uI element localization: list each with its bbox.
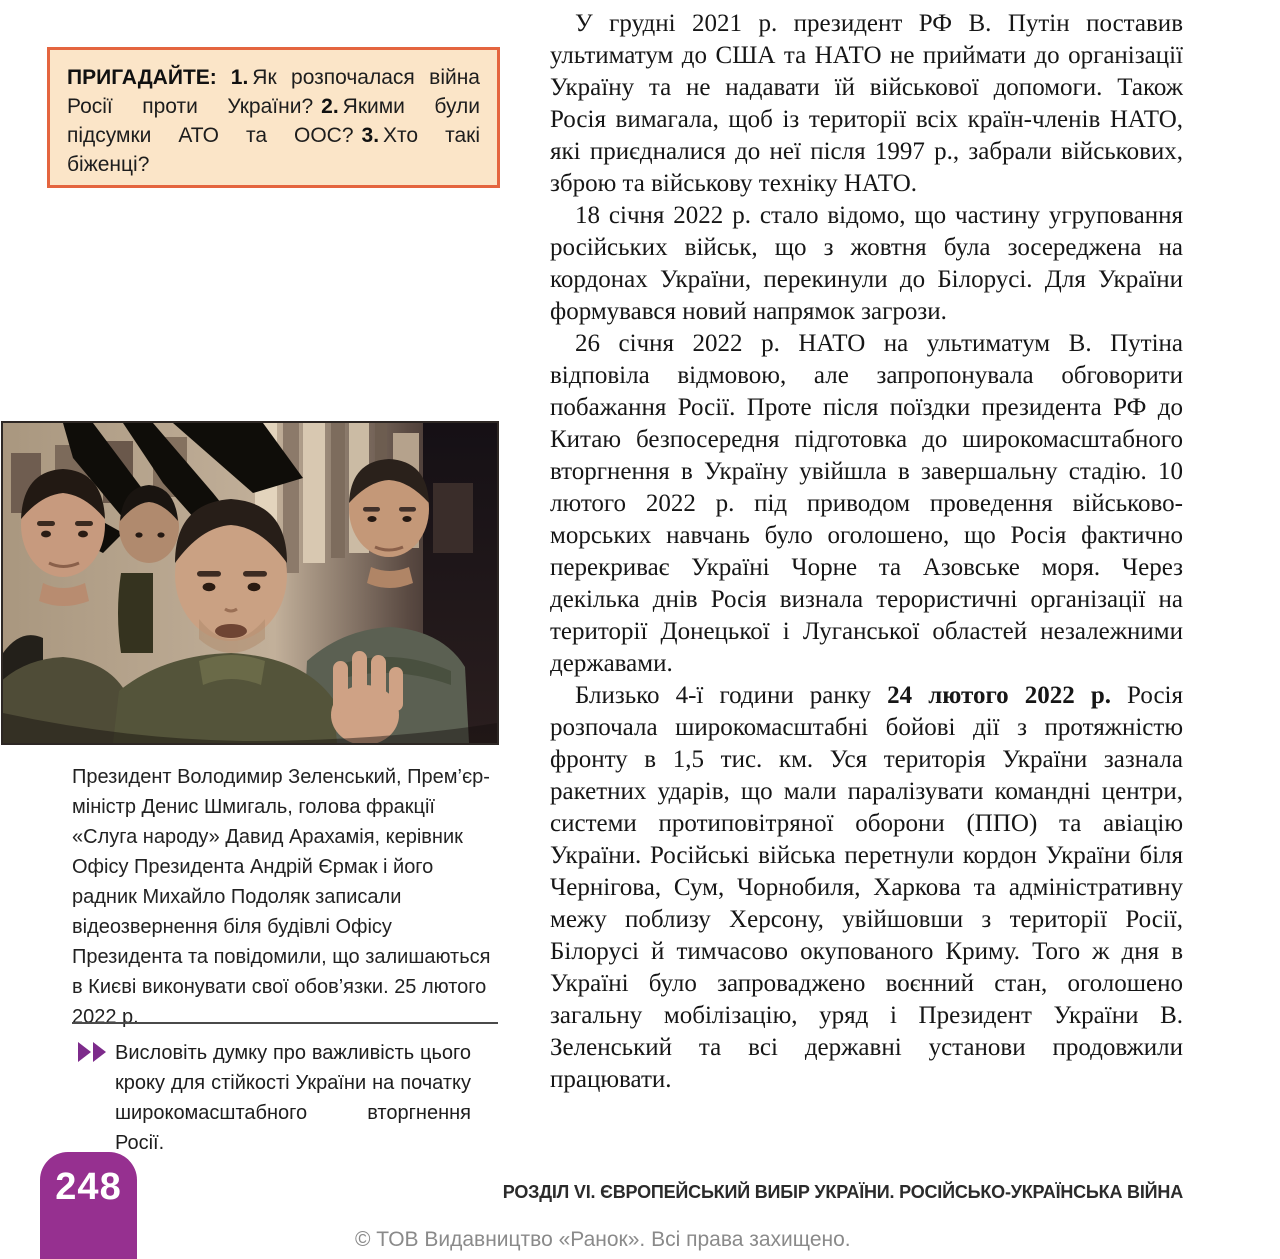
question-text-2: Якими були підсумки АТО та ООС? xyxy=(67,95,480,147)
photo-illustration xyxy=(3,423,497,743)
main-text-column xyxy=(550,8,1183,1096)
photo-caption: Президент Володимир Зеленський, Прем’єр-міністр Денис Шмигаль, голова фракції «Слуга народу» Давид Арахамія, керівник Офісу Президента Андрій Єрмак і його радник Михайло Подоляк записали відеозвернення біля будівлі Офісу Президента та повідомили, що залишаються в Києві виконувати свої обов’язки. 25 лютого 2022 р. xyxy=(72,766,491,1028)
paragraph-1: У грудні 2021 р. президент РФ В. Путін поставив ультиматум до США та НАТО не приймати до організації Україну та не надавати їй військової допомоги. Також Росія вимагала, щоб із території всіх країн-членів НАТО, які приєдналися до неї після 1997 р., забрали військових, зброю та військову техніку НАТО. xyxy=(550,10,1183,197)
question-number-3: 3. xyxy=(361,124,380,147)
recall-box xyxy=(47,47,500,188)
double-arrow-icon xyxy=(78,1042,110,1062)
copyright-notice: © ТОВ Видавництво «Ранок». Всі права захищено. xyxy=(355,1228,851,1251)
question-text-1: Як розпочалася війна Росії проти України? xyxy=(67,66,480,118)
question-number-1: 1. xyxy=(230,66,249,89)
task-block xyxy=(78,1038,478,1158)
paragraph-3: 26 січня 2022 р. НАТО на ультиматум В. Путіна відповіла відмовою, але запропонувала обговорити побажання Росії. Проте після поїздки президента РФ до Китаю безпосередня підготовка до широкомасштабного вторгнення в Україну увійшла в завершальну стадію. 10 лютого 2022 р. під приводом проведення військово-морських навчань було оголошено, що Росія фактично перекриває Україні Чорне та Азовське моря. Через декілька днів Росія визнала терористичні організації на території Донецької і Луганської областей незалежними державами. xyxy=(550,330,1183,677)
chapter-footer: РОЗДІЛ VI. ЄВРОПЕЙСЬКИЙ ВИБІР УКРАЇНИ. РОСІЙСЬКО-УКРАЇНСЬКА ВІЙНА xyxy=(502,1182,1183,1202)
recall-label: ПРИГАДАЙТЕ: xyxy=(67,66,217,89)
question-number-2: 2. xyxy=(321,95,339,118)
page-number: 248 xyxy=(55,1166,122,1208)
page-number-tab xyxy=(40,1152,137,1259)
paragraph-2: 18 січня 2022 р. стало відомо, що частину угруповання російських військ, що з жовтня була зосереджена на кордонах України, перекинули до Білорусі. Для України формувався новий напрямок загрози. xyxy=(550,202,1183,325)
question-text-3: Хто такі біженці? xyxy=(67,124,480,176)
paragraph-4-date-bold: 24 лютого 2022 р. xyxy=(887,682,1111,709)
paragraph-4 xyxy=(550,680,1183,1096)
paragraph-4-post: Росія розпочала широкомасштабні бойові дії з протяжністю фронту в 1,5 тис. км. Уся територія України зазнала ракетних ударів, що мали паралізувати командні центри, системи протиповітряної оборони (ППО) та авіацію України. Російські війська перетнули кордон України біля Чернігова, Сум, Чорнобиля, Харкова та адміністративну межу поблизу Херсону, увійшовши з території Росії, Білорусі й тимчасово окупованого Криму. Того ж дня в Україні було запроваджено воєнний стан, оголошено загальну мобілізацію, уряд і Президент України В. Зеленський та всі державні установи продовжили працювати. xyxy=(550,682,1183,1093)
recall-questions xyxy=(67,63,480,179)
caption-divider xyxy=(72,1022,498,1024)
paragraph-4-pre: Близько 4-ї години ранку xyxy=(575,682,888,709)
officials-video-address-photo xyxy=(1,421,499,745)
task-text: Висловіть думку про важливість цього кроку для стійкості України на початку широкомасштабного вторгнення Росії. xyxy=(115,1042,471,1154)
